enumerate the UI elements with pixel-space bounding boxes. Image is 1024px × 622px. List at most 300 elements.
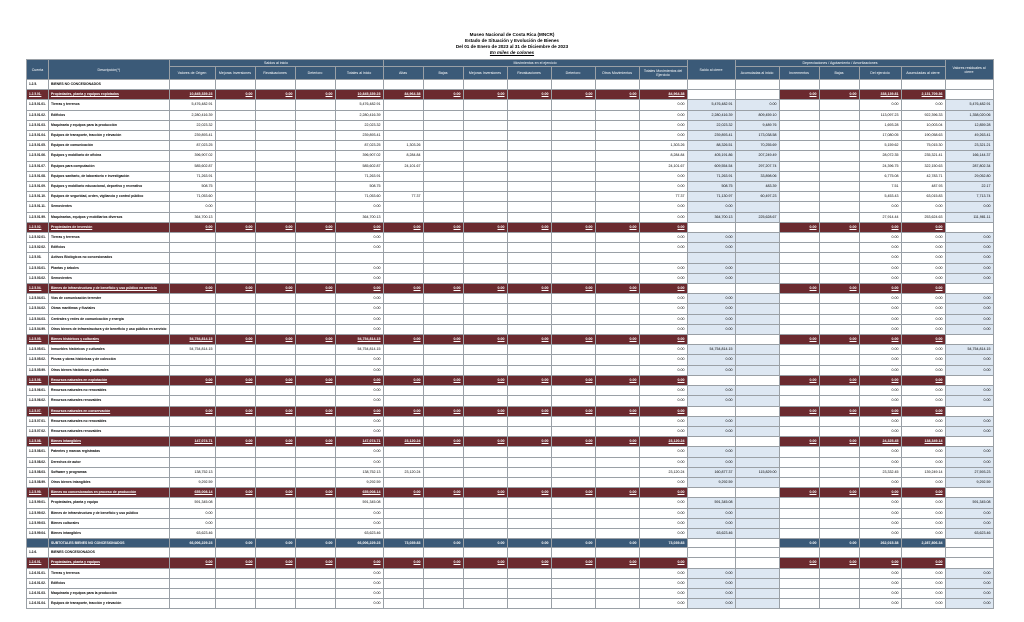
value-cell: 0.00: [639, 304, 687, 314]
value-cell: [215, 110, 255, 120]
assets-table: [26, 59, 994, 609]
value-cell: 0.00: [945, 578, 993, 588]
value-cell: 0.00: [945, 599, 993, 609]
value-cell: 54,754,814.15: [687, 335, 735, 345]
value-cell: 0.00: [859, 355, 901, 365]
value-cell: 22,023.32: [687, 120, 735, 130]
value-cell: 0.00: [595, 488, 639, 498]
value-cell: [423, 100, 463, 110]
value-cell: [215, 324, 255, 334]
value-cell: [819, 100, 859, 110]
value-cell: [507, 548, 551, 558]
value-cell: 0.00: [901, 222, 945, 232]
value-cell: [255, 233, 295, 243]
value-cell: 0.00: [255, 488, 295, 498]
value-cell: [735, 253, 779, 263]
value-cell: [463, 477, 507, 487]
value-cell: [255, 182, 295, 192]
value-cell: [215, 120, 255, 130]
value-cell: [551, 426, 595, 436]
value-cell: [507, 120, 551, 130]
table-row: [27, 578, 994, 588]
value-cell: [819, 447, 859, 457]
account-code-cell: 1.2.5.08.03.: [27, 467, 49, 477]
account-code-cell: 1.2.5.04.: [27, 284, 49, 294]
account-code-cell: 1.2.5.01.11.: [27, 202, 49, 212]
value-cell: 0.00: [687, 508, 735, 518]
value-cell: [169, 273, 215, 283]
value-cell: [463, 80, 507, 90]
value-cell: 0.00: [735, 335, 779, 345]
value-cell: [463, 457, 507, 467]
value-cell: [819, 599, 859, 609]
value-cell: [463, 518, 507, 528]
col-totales-inicio: Totales al inicio: [335, 67, 383, 80]
value-cell: [551, 110, 595, 120]
value-cell: 0.00: [901, 202, 945, 212]
value-cell: 0.00: [463, 375, 507, 385]
value-cell: 0.00: [639, 243, 687, 253]
value-cell: 0.00: [901, 233, 945, 243]
value-cell: 138,349.14: [901, 437, 945, 447]
value-cell: [551, 588, 595, 598]
value-cell: [215, 426, 255, 436]
value-cell: 10,845,339.23: [335, 90, 383, 100]
value-cell: [423, 161, 463, 171]
account-code-cell: 1.2.5.05.02.: [27, 355, 49, 365]
value-cell: [169, 355, 215, 365]
value-cell: [295, 365, 335, 375]
value-cell: [551, 294, 595, 304]
value-cell: 922,396.33: [901, 110, 945, 120]
value-cell: [295, 233, 335, 243]
account-code-cell: 1.2.5.06.: [27, 375, 49, 385]
value-cell: 24,396.75: [859, 161, 901, 171]
value-cell: [819, 233, 859, 243]
value-cell: 0.00: [901, 416, 945, 426]
value-cell: 0.00: [945, 253, 993, 263]
value-cell: [423, 477, 463, 487]
value-cell: 0.00: [295, 335, 335, 345]
value-cell: [215, 345, 255, 355]
value-cell: 54,754,814.15: [169, 345, 215, 355]
value-cell: [383, 100, 423, 110]
value-cell: [595, 416, 639, 426]
value-cell: [383, 182, 423, 192]
value-cell: 24,325.45: [859, 437, 901, 447]
value-cell: [295, 182, 335, 192]
value-cell: [423, 80, 463, 90]
value-cell: [507, 263, 551, 273]
value-cell: 17,080.05: [859, 131, 901, 141]
value-cell: [687, 548, 735, 558]
value-cell: 0.00: [859, 100, 901, 110]
value-cell: [255, 110, 295, 120]
value-cell: [507, 447, 551, 457]
value-cell: [255, 141, 295, 151]
account-code-cell: 1.2.5.01.99.: [27, 212, 49, 222]
value-cell: 0.00: [463, 558, 507, 568]
account-code-cell: 1.2.5.08.99.: [27, 477, 49, 487]
value-cell: [255, 80, 295, 90]
value-cell: 0.00: [687, 284, 735, 294]
value-cell: [507, 578, 551, 588]
value-cell: 0.00: [945, 202, 993, 212]
value-cell: [779, 457, 819, 467]
value-cell: [551, 355, 595, 365]
account-code-cell: 1.2.5.08.01.: [27, 447, 49, 457]
value-cell: 0.00: [335, 447, 383, 457]
value-cell: 0.00: [901, 498, 945, 508]
value-cell: 0.00: [383, 406, 423, 416]
value-cell: 23,321.21: [945, 141, 993, 151]
value-cell: 0.00: [639, 447, 687, 457]
value-cell: 0.00: [779, 558, 819, 568]
account-description-cell: Bienes no concesionados en proceso de producción: [49, 488, 170, 498]
value-cell: 0.00: [687, 568, 735, 578]
col-valores-origen: Valores de Origen: [169, 67, 215, 80]
value-cell: [507, 426, 551, 436]
account-code-cell: 1.2.5.07.02.: [27, 426, 49, 436]
value-cell: 88,326.51: [687, 141, 735, 151]
value-cell: 0.00: [639, 488, 687, 498]
value-cell: [595, 396, 639, 406]
account-description-cell: Equipos para computación: [49, 161, 170, 171]
value-cell: [255, 212, 295, 222]
value-cell: [463, 243, 507, 253]
value-cell: 0.00: [779, 406, 819, 416]
value-cell: [735, 324, 779, 334]
value-cell: [507, 161, 551, 171]
value-cell: 10,845,339.23: [169, 90, 215, 100]
table-row: [27, 396, 994, 406]
value-cell: 71,053.60: [335, 192, 383, 202]
account-code-cell: 1.2.5.99.03.: [27, 518, 49, 528]
value-cell: 0.00: [859, 558, 901, 568]
value-cell: 0.00: [551, 284, 595, 294]
value-cell: [735, 416, 779, 426]
value-cell: [463, 386, 507, 396]
value-cell: [779, 294, 819, 304]
value-cell: [595, 273, 639, 283]
value-cell: 190,058.63: [901, 131, 945, 141]
value-cell: [507, 386, 551, 396]
value-cell: [735, 202, 779, 212]
value-cell: 138,752.13: [169, 467, 215, 477]
value-cell: [735, 80, 779, 90]
account-code-cell: 1.2.6.01.: [27, 558, 49, 568]
account-code-cell: 1.2.5.99.04.: [27, 528, 49, 538]
value-cell: 0.00: [639, 416, 687, 426]
value-cell: [169, 426, 215, 436]
value-cell: [735, 477, 779, 487]
value-cell: 0.00: [859, 273, 901, 283]
value-cell: [423, 578, 463, 588]
value-cell: 0.00: [735, 375, 779, 385]
value-cell: [819, 508, 859, 518]
value-cell: 0.00: [295, 539, 335, 548]
value-cell: 655,008.14: [945, 488, 993, 498]
value-cell: 0.00: [687, 324, 735, 334]
col-totales-movimientos: Totales Movimientos del Ejercicio: [639, 67, 687, 80]
value-cell: 487.93: [901, 182, 945, 192]
value-cell: 0.00: [859, 599, 901, 609]
table-row: [27, 304, 994, 314]
value-cell: [779, 498, 819, 508]
table-row: [27, 386, 994, 396]
account-code-cell: 1.2.5.07.: [27, 406, 49, 416]
value-cell: 0.00: [639, 355, 687, 365]
value-cell: [255, 304, 295, 314]
value-cell: 0.00: [859, 518, 901, 528]
value-cell: 28,072.35: [859, 151, 901, 161]
value-cell: 0.00: [463, 335, 507, 345]
value-cell: [463, 345, 507, 355]
value-cell: [779, 263, 819, 273]
value-cell: 0.00: [215, 222, 255, 232]
value-cell: [169, 386, 215, 396]
value-cell: 1,303.26: [639, 141, 687, 151]
account-description-cell: BIENES NO CONCESIONADOS: [49, 80, 170, 90]
value-cell: 0.00: [595, 539, 639, 548]
value-cell: [595, 120, 639, 130]
value-cell: 160,877.37: [687, 467, 735, 477]
value-cell: 32,089.35: [945, 437, 993, 447]
value-cell: [735, 396, 779, 406]
value-cell: [255, 171, 295, 181]
value-cell: 0.00: [551, 375, 595, 385]
value-cell: 0.00: [901, 253, 945, 263]
account-description-cell: Propiedades, planta y equipos explotados: [49, 90, 170, 100]
value-cell: [945, 548, 993, 558]
value-cell: 115,829.00: [735, 467, 779, 477]
value-cell: [551, 243, 595, 253]
value-cell: 0.00: [169, 518, 215, 528]
value-cell: [735, 548, 779, 558]
value-cell: [779, 365, 819, 375]
account-description-cell: Equipos de transporte, tracción y elevación: [49, 599, 170, 609]
account-group-row: [27, 375, 994, 385]
value-cell: 0.00: [859, 294, 901, 304]
value-cell: 9,489.76: [735, 120, 779, 130]
value-cell: [423, 518, 463, 528]
value-cell: [819, 80, 859, 90]
value-cell: [595, 141, 639, 151]
value-cell: [215, 273, 255, 283]
value-cell: 0.00: [639, 457, 687, 467]
value-cell: [551, 314, 595, 324]
value-cell: [255, 151, 295, 161]
value-cell: [779, 120, 819, 130]
value-cell: 0.00: [215, 375, 255, 385]
account-description-cell: Equipos de transporte, tracción y elevación: [49, 131, 170, 141]
value-cell: [169, 253, 215, 263]
account-code-cell: 1.2.5.04.99.: [27, 324, 49, 334]
value-cell: [735, 294, 779, 304]
account-description-cell: Propiedades de inversión: [49, 222, 170, 232]
value-cell: 0.00: [687, 406, 735, 416]
value-cell: 0.00: [639, 212, 687, 222]
value-cell: [423, 447, 463, 457]
value-cell: 0.00: [859, 243, 901, 253]
value-cell: [779, 426, 819, 436]
value-cell: 0.00: [639, 273, 687, 283]
value-cell: [551, 324, 595, 334]
value-cell: 54,754,814.15: [945, 345, 993, 355]
value-cell: [215, 477, 255, 487]
value-cell: [735, 518, 779, 528]
value-cell: [595, 568, 639, 578]
value-cell: [779, 202, 819, 212]
value-cell: 0.00: [819, 539, 859, 548]
col-saldo-cierre: Saldo al cierre: [687, 60, 735, 80]
value-cell: 0.00: [639, 588, 687, 598]
value-cell: [383, 588, 423, 598]
value-cell: [463, 192, 507, 202]
value-cell: 63,623.46: [945, 528, 993, 538]
value-cell: [595, 528, 639, 538]
value-cell: 0.00: [551, 90, 595, 100]
value-cell: 0.00: [901, 314, 945, 324]
value-cell: [169, 365, 215, 375]
value-cell: 0.00: [901, 304, 945, 314]
value-cell: [255, 498, 295, 508]
value-cell: [595, 324, 639, 334]
value-cell: [169, 568, 215, 578]
account-code-cell: 1.2.5.03.02.: [27, 273, 49, 283]
value-cell: [169, 457, 215, 467]
value-cell: [215, 467, 255, 477]
value-cell: [463, 498, 507, 508]
value-cell: 0.00: [819, 437, 859, 447]
value-cell: [295, 304, 335, 314]
value-cell: [507, 477, 551, 487]
value-cell: [507, 324, 551, 334]
value-cell: 111,981.11: [945, 212, 993, 222]
account-description-cell: Recursos naturales renovables: [49, 396, 170, 406]
value-cell: 0.00: [687, 599, 735, 609]
value-cell: [463, 171, 507, 181]
table-row: [27, 273, 994, 283]
value-cell: 0.00: [507, 335, 551, 345]
value-cell: [463, 100, 507, 110]
value-cell: [819, 498, 859, 508]
value-cell: [819, 192, 859, 202]
value-cell: [423, 273, 463, 283]
value-cell: 77.37: [383, 192, 423, 202]
value-cell: [295, 599, 335, 609]
value-cell: 0.00: [507, 539, 551, 548]
value-cell: 0.00: [687, 588, 735, 598]
value-cell: [295, 294, 335, 304]
value-cell: [463, 548, 507, 558]
value-cell: 29,052.80: [945, 171, 993, 181]
value-cell: 23,120.24: [383, 437, 423, 447]
value-cell: 0.00: [551, 406, 595, 416]
value-cell: [735, 528, 779, 538]
value-cell: 0.00: [819, 406, 859, 416]
value-cell: 0.00: [215, 558, 255, 568]
value-cell: 0.00: [383, 335, 423, 345]
value-cell: 0.00: [735, 222, 779, 232]
account-code-cell: 1.2.6.01.04.: [27, 599, 49, 609]
value-cell: 0.00: [945, 386, 993, 396]
value-cell: 0.00: [859, 416, 901, 426]
value-cell: 0.00: [859, 396, 901, 406]
col-del-ejercicio: Del ejercicio: [859, 67, 901, 80]
value-cell: 0.00: [295, 284, 335, 294]
value-cell: [255, 100, 295, 110]
value-cell: [819, 457, 859, 467]
value-cell: 84,964.38: [639, 90, 687, 100]
value-cell: [779, 416, 819, 426]
value-cell: [595, 110, 639, 120]
value-cell: 0.00: [335, 588, 383, 598]
value-cell: 0.00: [463, 488, 507, 498]
value-cell: 0.00: [169, 508, 215, 518]
value-cell: [215, 578, 255, 588]
value-cell: 0.00: [901, 335, 945, 345]
value-cell: [507, 365, 551, 375]
value-cell: [819, 578, 859, 588]
value-cell: [255, 588, 295, 598]
value-cell: [859, 80, 901, 90]
value-cell: [463, 568, 507, 578]
value-cell: 0.00: [639, 599, 687, 609]
value-cell: [215, 141, 255, 151]
value-cell: 0.00: [901, 406, 945, 416]
value-cell: [215, 396, 255, 406]
value-cell: [423, 171, 463, 181]
value-cell: 655,008.14: [335, 488, 383, 498]
value-cell: 655,008.14: [169, 488, 215, 498]
value-cell: 0.00: [687, 447, 735, 457]
value-cell: 0.00: [639, 578, 687, 588]
value-cell: 0.00: [901, 345, 945, 355]
value-cell: 0.00: [551, 488, 595, 498]
value-cell: [819, 528, 859, 538]
value-cell: [383, 518, 423, 528]
value-cell: 0.00: [687, 365, 735, 375]
value-cell: 0.00: [859, 314, 901, 324]
value-cell: 22,023.32: [335, 120, 383, 130]
value-cell: [295, 548, 335, 558]
value-cell: 0.00: [423, 90, 463, 100]
value-cell: [383, 578, 423, 588]
value-cell: [383, 202, 423, 212]
value-cell: 0.00: [639, 202, 687, 212]
table-row: [27, 233, 994, 243]
value-cell: [551, 498, 595, 508]
value-cell: [215, 202, 255, 212]
value-cell: 0.00: [687, 457, 735, 467]
account-code-cell: 1.2.5.08.02.: [27, 457, 49, 467]
value-cell: [779, 161, 819, 171]
value-cell: [423, 386, 463, 396]
value-cell: 0.00: [779, 335, 819, 345]
value-cell: 1,358,020.06: [945, 110, 993, 120]
value-cell: [215, 588, 255, 598]
value-cell: [215, 548, 255, 558]
value-cell: [779, 212, 819, 222]
value-cell: 262,015.38: [859, 539, 901, 548]
value-cell: [423, 192, 463, 202]
table-row: [27, 120, 994, 130]
value-cell: [423, 141, 463, 151]
value-cell: 0.00: [779, 437, 819, 447]
value-cell: [551, 467, 595, 477]
table-row: [27, 599, 994, 609]
